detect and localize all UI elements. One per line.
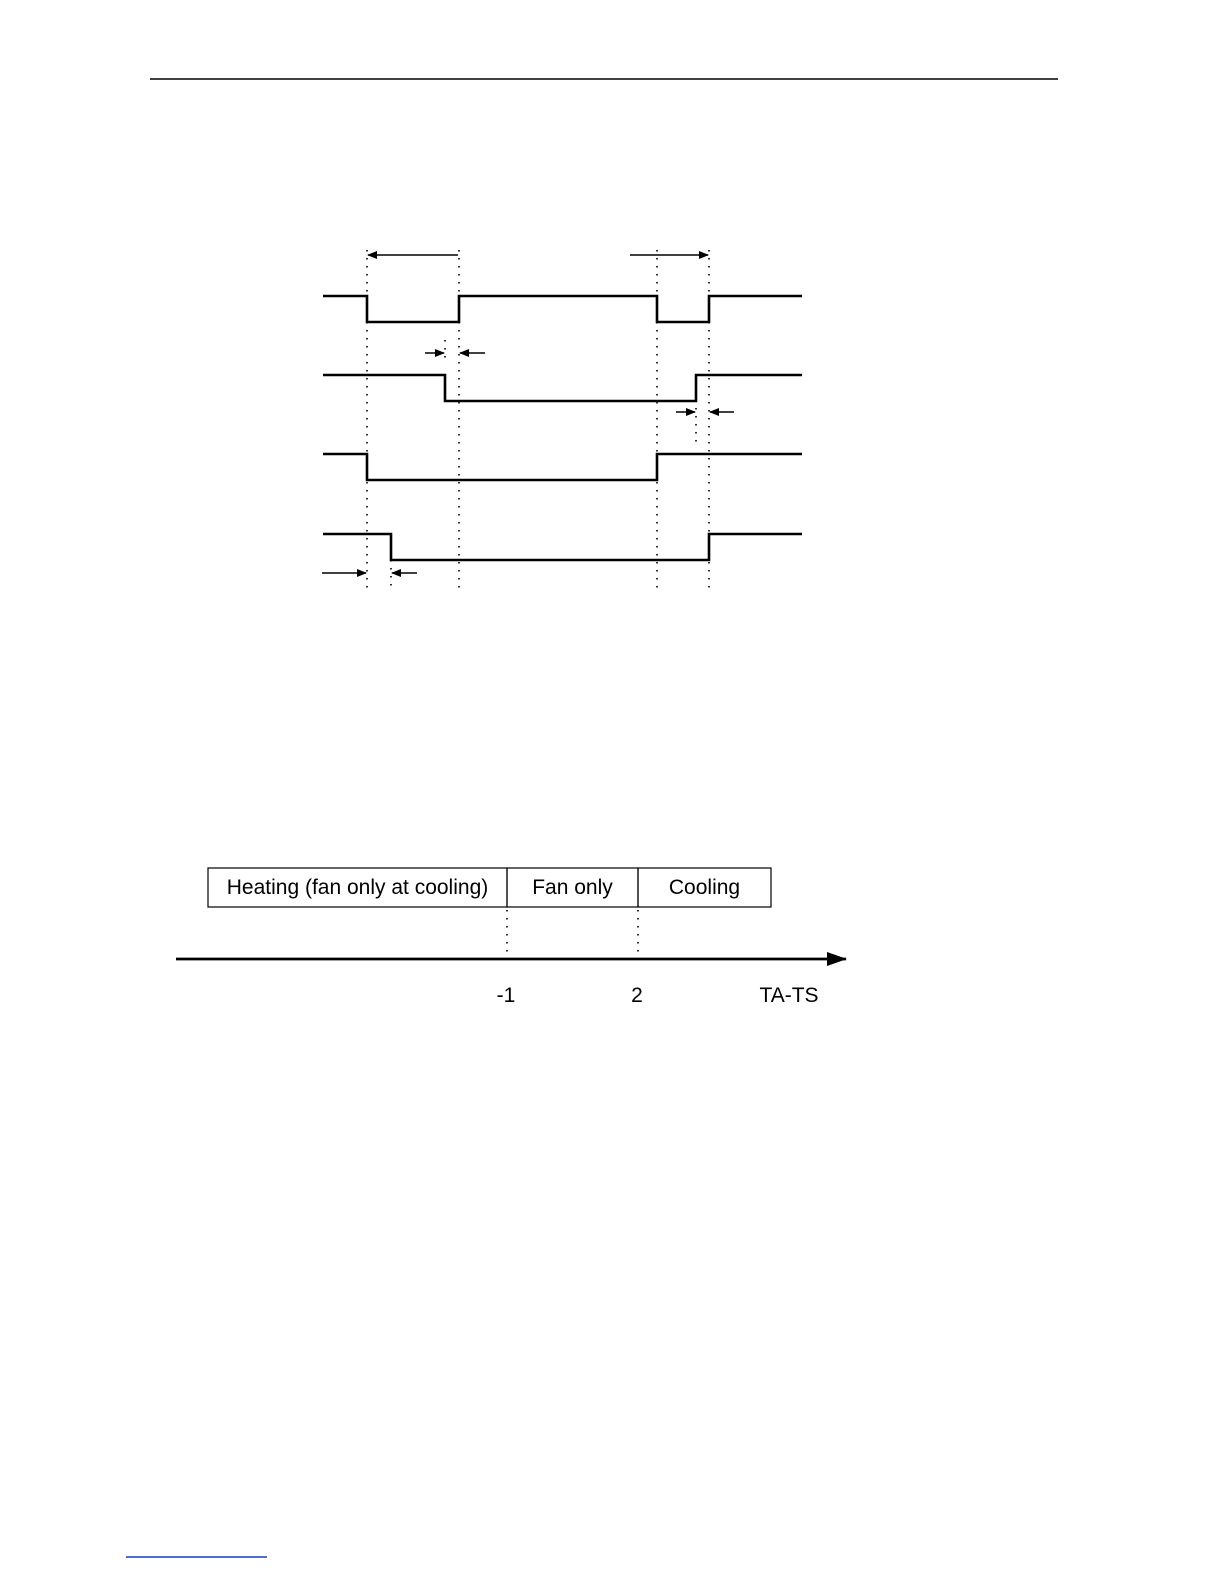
mode-label-heating: Heating (fan only at cooling) bbox=[226, 876, 489, 899]
threshold-label-2: 2 bbox=[631, 984, 643, 1007]
waveform-3 bbox=[323, 454, 802, 480]
mode-label-cooling: Cooling bbox=[668, 876, 741, 899]
waveform-2 bbox=[323, 375, 802, 401]
waveform-4 bbox=[323, 534, 802, 560]
timing-diagram bbox=[322, 250, 802, 588]
mode-label-fan-only: Fan only bbox=[532, 876, 613, 899]
mode-band-diagram bbox=[176, 868, 846, 1007]
axis-label-ta-ts: TA-TS bbox=[759, 984, 819, 1007]
threshold-label-minus1: -1 bbox=[496, 984, 516, 1007]
waveform-1 bbox=[323, 296, 802, 322]
